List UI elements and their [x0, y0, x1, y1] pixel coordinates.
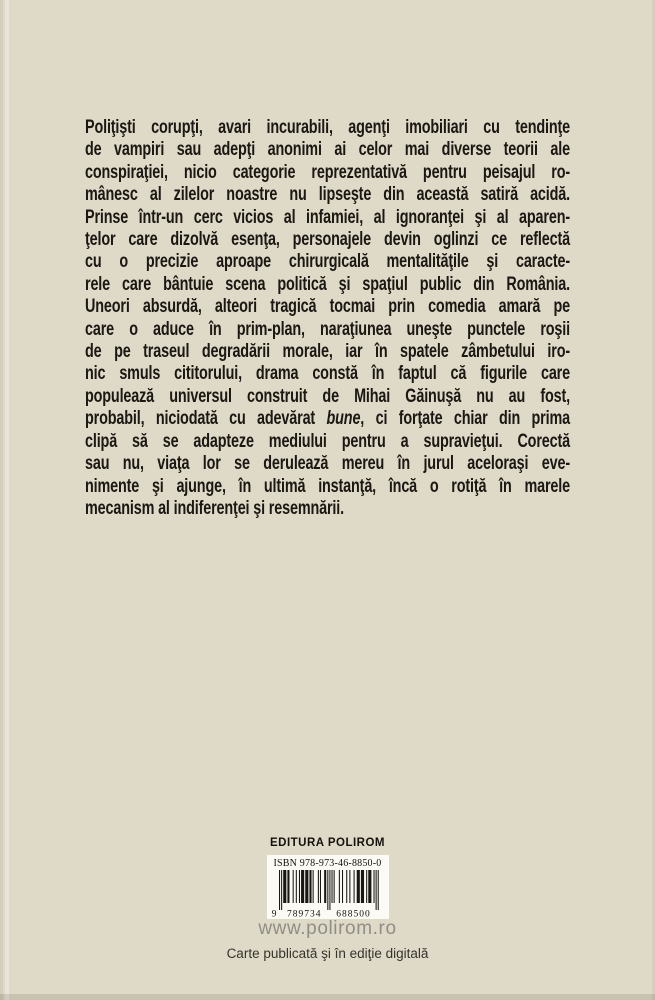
svg-text:9: 9	[271, 909, 277, 918]
bottom-edge-shadow	[0, 994, 655, 1000]
blurb-line: Prinse într-un cerc vicios al infamiei, al ignoranţei şi al aparen-	[85, 206, 570, 228]
left-edge-shadow	[0, 0, 3, 1000]
blurb-line: nic smuls cititorului, drama constă în faptul că figurile care	[85, 363, 570, 385]
blurb-line: nimente şi ajunge, în ultimă instanţă, încă o rotiţă în marele	[85, 475, 570, 497]
blurb-line: conspiraţiei, nicio categorie reprezentativă pentru peisajul ro-	[85, 161, 570, 183]
blurb-line: populează universul construit de Mihai Găinuşă nu au fost,	[85, 385, 570, 407]
blurb-line: mânesc al zilelor noastre nu lipseşte din această satiră acidă.	[85, 184, 570, 206]
svg-text:688500: 688500	[335, 909, 371, 918]
blurb-line: cu o precizie aproape chirurgicală mentalităţile şi caracte-	[85, 251, 570, 273]
isbn-number: ISBN 978-973-46-8850-0	[273, 858, 382, 869]
blurb-line: mecanism al indiferenţei şi resemnării.	[85, 497, 344, 519]
blurb-line: clipă să se adapteze mediului pentru a supravieţui. Corectă	[85, 430, 570, 452]
back-cover-blurb	[85, 117, 570, 520]
spine-highlight-line	[5, 0, 9, 1000]
svg-text:789734: 789734	[286, 909, 321, 918]
website-url: www.polirom.ro	[258, 918, 397, 939]
blurb-line: rele care bântuie scena politică şi spaţiul public din România.	[85, 273, 570, 295]
blurb-line: probabil, niciodată cu adevărat bune, ci forţate chiar din prima	[85, 408, 570, 430]
blurb-line: sau nu, viaţa lor se derulează mereu în jurul aceloraşi eve-	[85, 453, 570, 475]
publisher-name: EDITURA POLIROM	[269, 837, 386, 849]
digital-edition-note: Carte publicată şi în ediţie digitală	[226, 946, 429, 961]
blurb-line: ţelor care dizolvă esenţa, personajele devin oglinzi ce reflectă	[85, 229, 570, 251]
blurb-line: care o aduce în prim-plan, naraţiunea uneşte punctele roşii	[85, 318, 570, 340]
ean13-barcode	[272, 870, 384, 918]
blurb-line: de pe traseul degradării morale, iar în spatele zâmbetului iro-	[85, 341, 570, 363]
blurb-line: Uneori absurdă, alteori tragică tocmai prin comedia amară pe	[85, 296, 570, 318]
blurb-line: de vampiri sau adepţi anonimi ai celor mai diverse teorii ale	[85, 139, 570, 161]
isbn-barcode-box	[267, 855, 389, 919]
blurb-line: Poliţişti corupţi, avari incurabili, agenţi imobiliari cu tendinţe	[85, 117, 570, 138]
